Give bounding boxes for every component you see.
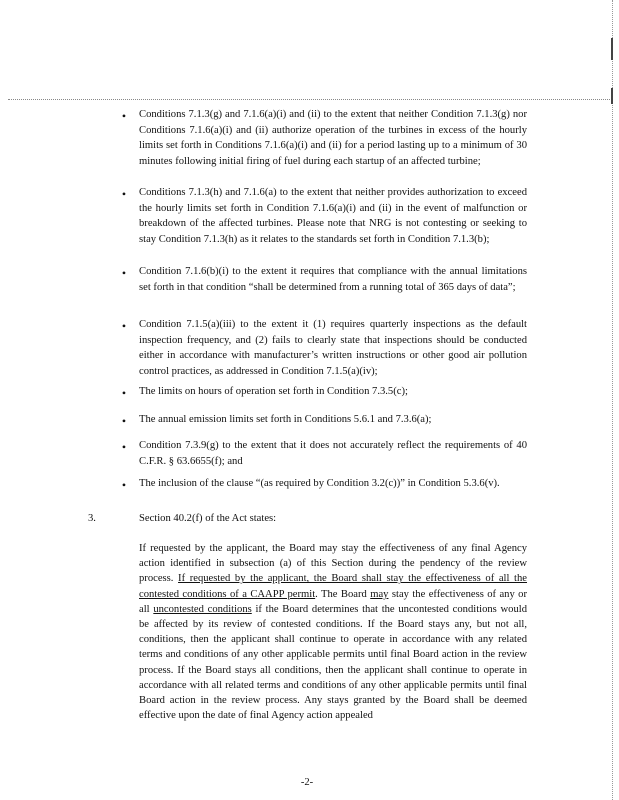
header-dotted-rule [8, 99, 612, 100]
bullet-glyph: • [121, 440, 127, 454]
list-item-text: The annual emission limits set forth in Conditions 5.6.1 and 7.3.6(a); [139, 414, 432, 425]
bullet-glyph: • [121, 386, 127, 400]
right-margin-line [612, 0, 613, 800]
list-item-text: Conditions 7.1.3(h) and 7.1.6(a) to the extent that neither provides authorization to exceed the hourly limits set forth in Condition 7.1.6(a)(i) and (ii) in the event of malfunction or breakdown of the affected turbines. Please note that NRG is not contesting or seeking to stay Condition 7.1.3(h) as it relates to the standards set forth in Condition 7.1.3(b); [139, 187, 527, 245]
quote-text: stay the effectiveness of any or all [139, 588, 527, 615]
list-item-text: Conditions 7.1.3(g) and 7.1.6(a)(i) and (ii) to the extent that neither Condition 7.1.3(g) nor Conditions 7.1.6(a)(i) and (ii) authorize operation of the turbines in excess of the hourly limits set forth in Conditions 7.1.6(a)(i) and (ii) for a period lasting up to a minimum of 30 minutes following initial firing of fuel during each startup of an affected turbine; [139, 109, 527, 167]
bullet-glyph: • [121, 414, 127, 428]
quote-text: If requested by the applicant, the Board may stay the effectiveness of any final Agency action identified in subsection (a) of this Section during the pendency of the review process. [139, 543, 527, 585]
right-margin-mark [611, 88, 613, 104]
quote-text: . The Board [315, 588, 371, 600]
bullet-glyph: • [121, 478, 127, 492]
quote-text: if the Board determines that the uncontested conditions would be affected by its review of contested conditions. If the Board stays any, but not all, conditions, then the applicant shall continue to operate in accordance with any related terms and conditions of any other applicable permits until final Board action in the review process. If the Board stays all conditions, then the applicant shall continue to operate in accordance with all related terms and conditions of any other applicable permits until final Board action in the review process. Any stays granted by the Board shall be deemed effective upon the date of final Agency action appealed [139, 603, 527, 722]
list-item-text: The limits on hours of operation set forth in Condition 7.3.5(c); [139, 386, 408, 397]
right-margin-mark [611, 38, 613, 60]
list-item-text: Condition 7.1.6(b)(i) to the extent it requires that compliance with the annual limitations set forth in that condition “shall be determined from a running total of 365 days of data”; [139, 266, 527, 293]
bullet-glyph: • [121, 319, 127, 333]
quote-underlined-text: uncontested conditions [153, 603, 252, 615]
bullet-glyph: • [121, 109, 127, 123]
statute-quote [139, 541, 527, 723]
list-item-text: Condition 7.1.5(a)(iii) to the extent it (1) requires quarterly inspections as the default inspection frequency, and (2) fails to clearly state that inspections should be conducted either in accordance with manufacturer’s written instructions or other good air pollution control practices, as addressed in Condition 7.1.5(a)(iv); [139, 319, 527, 377]
bullet-glyph: • [121, 266, 127, 280]
section-lead-text: Section 40.2(f) of the Act states: [139, 513, 277, 524]
page-number: -2- [300, 777, 314, 788]
list-item-text: Condition 7.3.9(g) to the extent that it does not accurately reflect the requirements of 40 C.F.R. § 63.6655(f); and [139, 440, 527, 467]
bullet-glyph: • [121, 187, 127, 201]
quote-underlined-text: may [370, 588, 389, 600]
quote-underlined-text: If requested by the applicant, the Board shall stay the effectiveness of all the contested conditions of a CAAPP permit [139, 573, 528, 600]
list-item-text: The inclusion of the clause “(as required by Condition 3.2(c))” in Condition 5.3.6(v). [139, 478, 500, 489]
section-number: 3. [88, 513, 96, 524]
